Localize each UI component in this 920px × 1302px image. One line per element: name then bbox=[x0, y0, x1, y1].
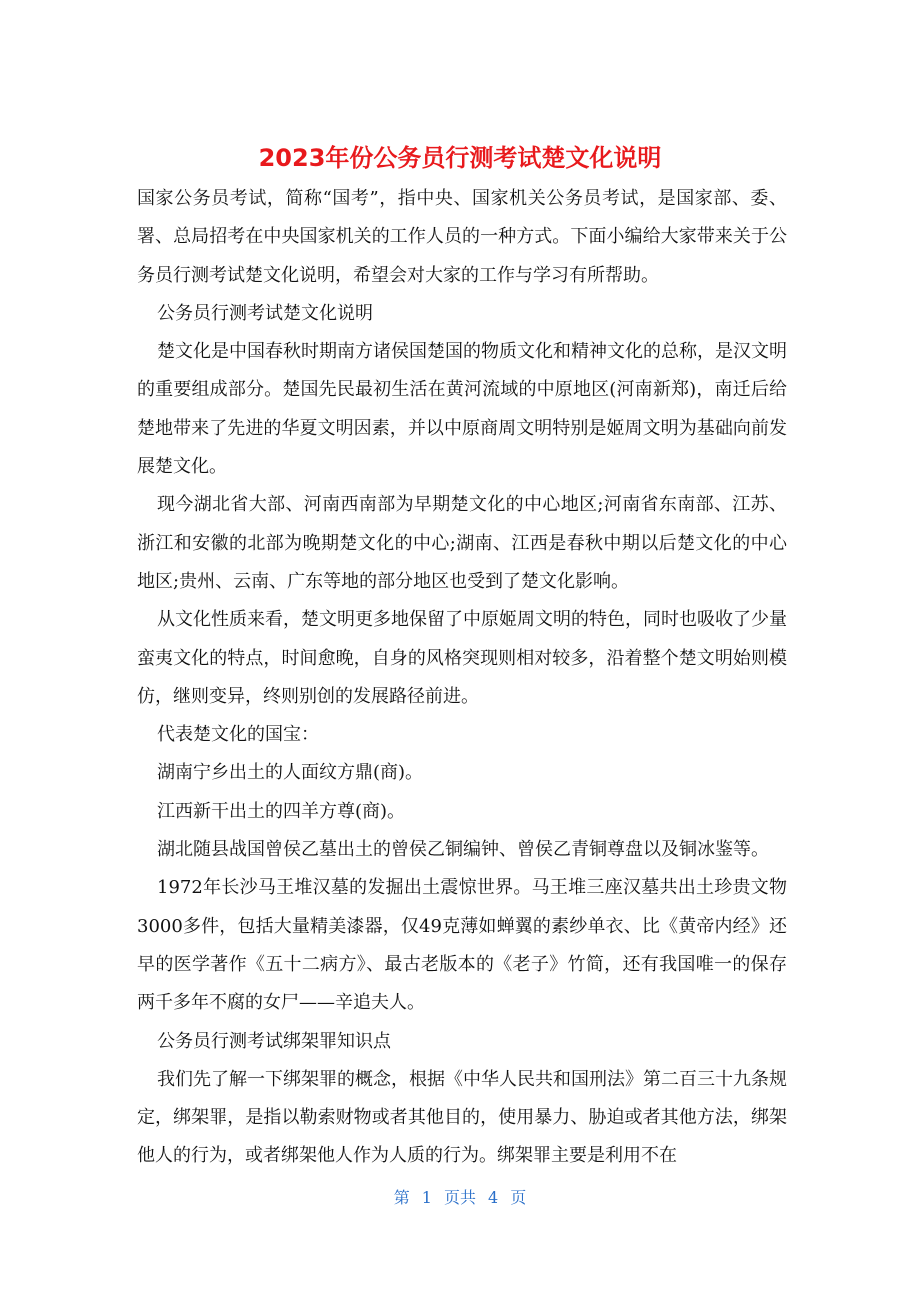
paragraph: 湖南宁乡出土的人面纹方鼎(商)。 bbox=[157, 762, 424, 784]
document-body bbox=[137, 180, 787, 1176]
document-title: 2023年份公务员行测考试楚文化说明 bbox=[258, 144, 662, 172]
paragraph: 湖北随县战国曾侯乙墓出土的曾侯乙铜编钟、曾侯乙青铜尊盘以及铜冰鉴等。 bbox=[157, 839, 769, 861]
paragraph: 从文化性质来看，楚文明更多地保留了中原姬周文明的特色，同时也吸收了少量蛮夷文化的特点，时间愈晚，自身的风格突现则相对较多，沿着整个楚文明始则模仿，继则变异，终则别创的发展路径前进。 bbox=[137, 609, 787, 707]
paragraph: 1972年长沙马王堆汉墓的发掘出土震惊世界。马王堆三座汉墓共出土珍贵文物3000多件，包括大量精美漆器，仅49克薄如蝉翼的素纱单衣、比《黄帝内经》还早的医学著作《五十二病方》、最古老版本的《老子》竹简，还有我国唯一的保存两千多年不腐的女尸——辛追夫人。 bbox=[137, 877, 787, 1014]
page-footer bbox=[0, 1186, 920, 1210]
paragraph: 楚文化是中国春秋时期南方诸侯国楚国的物质文化和精神文化的总称，是汉文明的重要组成部分。楚国先民最初生活在黄河流域的中原地区(河南新郑)，南迁后给楚地带来了先进的华夏文明因素，并以中原商周文明特别是姬周文明为基础向前发展楚文化。 bbox=[137, 341, 787, 478]
paragraph: 代表楚文化的国宝： bbox=[157, 724, 319, 746]
paragraph: 江西新干出土的四羊方尊(商)。 bbox=[157, 800, 406, 822]
section-heading: 公务员行测考试楚文化说明 bbox=[157, 302, 373, 324]
section-heading: 公务员行测考试绑架罪知识点 bbox=[157, 1030, 391, 1052]
paragraph: 现今湖北省大部、河南西南部为早期楚文化的中心地区;河南省东南部、江苏、浙江和安徽的北部为晚期楚文化的中心;湖南、江西是春秋中期以后楚文化的中心地区;贵州、云南、广东等地的部分地区也受到了楚文化影响。 bbox=[137, 494, 787, 592]
paragraph: 国家公务员考试，简称“国考”，指中央、国家机关公务员考试，是国家部、委、署、总局招考在中央国家机关的工作人员的一种方式。下面小编给大家带来关于公务员行测考试楚文化说明，希望会对大家的工作与学习有所帮助。 bbox=[137, 188, 787, 286]
paragraph: 我们先了解一下绑架罪的概念，根据《中华人民共和国刑法》第二百三十九条规定，绑架罪，是指以勒索财物或者其他目的，使用暴力、胁迫或者其他方法，绑架他人的行为，或者绑架他人作为人质的行为。绑架罪主要是利用不在 bbox=[137, 1068, 787, 1167]
footer-page-mid: 页共 bbox=[443, 1188, 476, 1207]
footer-page-end: 页 bbox=[510, 1188, 527, 1207]
footer-page-word: 第 bbox=[393, 1188, 410, 1207]
footer-total-pages: 4 bbox=[488, 1188, 499, 1207]
footer-current-page: 1 bbox=[421, 1188, 432, 1207]
